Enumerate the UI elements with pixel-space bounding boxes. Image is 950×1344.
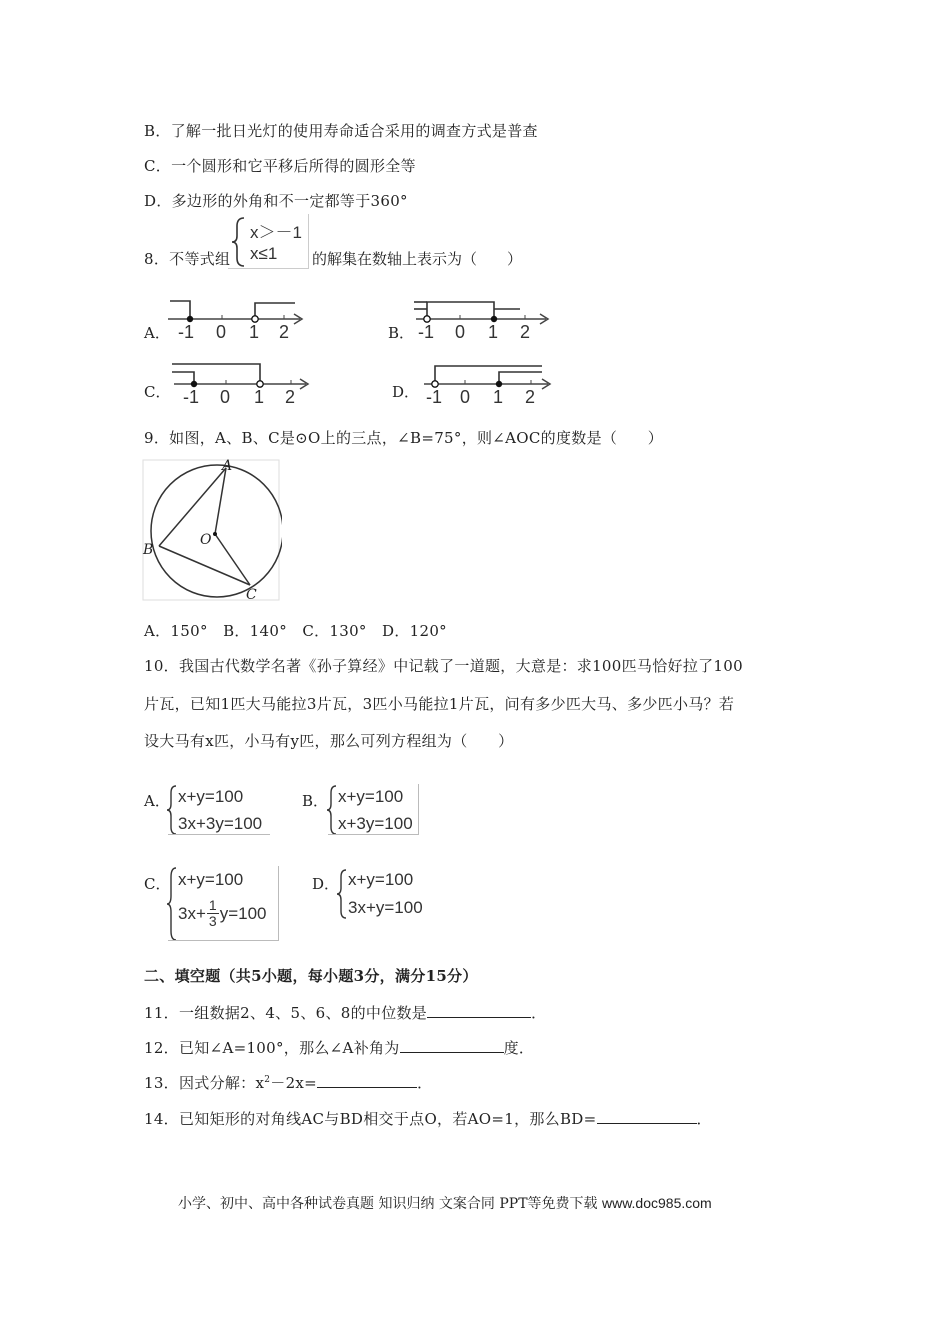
q8-option-d-label: D．	[392, 383, 420, 401]
q8-option-c-label: C．	[144, 383, 171, 401]
q10-b-eq2: x+3y=100	[338, 814, 413, 833]
q10-b-box	[328, 784, 419, 835]
q10-a-box	[168, 784, 270, 835]
tick-label: 2	[525, 387, 536, 406]
tick-label: 1	[254, 387, 265, 406]
point-b-label: B	[143, 542, 154, 558]
q11-text: 11．一组数据2、4、5、6、8的中位数是	[144, 1004, 428, 1022]
q10-d-eq1: x+y=100	[348, 870, 414, 889]
tick-label: 0	[455, 322, 466, 342]
q8-inequality-1: x＞－1	[250, 223, 302, 242]
q11-end: ．	[531, 1004, 547, 1022]
footer-link[interactable]: www.doc985.com	[601, 1195, 712, 1211]
q9-options: A．150° B．140° C．130° D．120°	[144, 622, 447, 640]
q10-b-eq1: x+y=100	[338, 787, 404, 806]
tick-label: 2	[285, 387, 296, 406]
q12	[144, 1037, 534, 1058]
q8-option-b-label: B．	[388, 324, 415, 342]
q13-rest: －2x=	[270, 1074, 318, 1092]
q10-option-b-label: B．	[302, 792, 329, 810]
section-2-heading: 二、填空题（共5小题，每小题3分，满分15分）	[144, 967, 478, 985]
tick-label: 0	[220, 387, 231, 406]
q10-line-3: 设大马有x匹，小马有y匹，那么可列方程组为（ ）	[144, 732, 514, 750]
tick-label: 2	[279, 322, 290, 342]
tick-label: -1	[178, 322, 195, 342]
page-footer	[178, 1193, 712, 1213]
q12-end: 度．	[503, 1039, 535, 1057]
q13-answer-blank[interactable]	[317, 1073, 417, 1088]
q8-prefix: 8．不等式组	[144, 250, 231, 268]
q14-answer-blank[interactable]	[597, 1109, 697, 1124]
fraction-denominator: 3	[208, 913, 217, 929]
tick-label: -1	[426, 387, 443, 406]
q13-end: ．	[417, 1074, 433, 1092]
q9-circle-figure	[142, 458, 282, 604]
q8-inequality-2: x≤1	[250, 244, 278, 263]
q8-option-a-label: A．	[144, 324, 170, 342]
q8-number-line-a	[160, 296, 310, 342]
q10-c-box	[168, 866, 279, 941]
q14-end: ．	[696, 1110, 712, 1128]
q10-c-eq2-pre: 3x+	[178, 903, 206, 923]
q7-option-b: B．了解一批日光灯的使用寿命适合采用的调查方式是普查	[144, 122, 538, 140]
q14	[144, 1108, 712, 1129]
q9-stem: 9．如图，A、B、C是⊙O上的三点，∠B=75°，则∠AOC的度数是（ ）	[144, 429, 664, 447]
q10-line-2: 片瓦，已知1匹大马能拉3片瓦，3匹小马能拉1片瓦，问有多少匹大马、多少匹小马？若	[144, 695, 735, 713]
q13-text: 13．因式分解：x	[144, 1074, 265, 1092]
tick-label: 0	[460, 387, 471, 406]
q12-answer-blank[interactable]	[400, 1038, 504, 1053]
q10-option-d-label: D．	[312, 875, 340, 893]
q10-c-eq1: x+y=100	[178, 870, 244, 889]
brace-icon	[335, 868, 349, 920]
tick-label: 2	[520, 322, 531, 342]
point-c-label: C	[246, 587, 257, 603]
q8-suffix: 的解集在数轴上表示为（ ）	[312, 250, 523, 268]
q8-brace	[230, 216, 248, 268]
q10-line-1: 10．我国古代数学名著《孙子算经》中记载了一道题，大意是：求100匹马恰好拉了100	[144, 657, 743, 675]
fraction-numerator: 1	[208, 897, 217, 913]
tick-label: 1	[488, 322, 499, 342]
q10-d-eq2: 3x+y=100	[348, 898, 423, 917]
tick-label: -1	[418, 322, 435, 342]
footer-text: 小学、初中、高中各种试卷真题 知识归纳 文案合同 PPT等免费下载	[178, 1196, 598, 1212]
q11-answer-blank[interactable]	[427, 1003, 531, 1018]
q13	[144, 1072, 432, 1093]
q8-number-line-b	[408, 296, 558, 342]
q11	[144, 1002, 546, 1023]
tick-label: 1	[249, 322, 260, 342]
tick-label: -1	[183, 387, 200, 406]
point-a-label: A	[222, 458, 233, 474]
q10-option-c-label: C．	[144, 875, 171, 893]
q14-text: 14．已知矩形的对角线AC与BD相交于点O，若AO=1，那么BD=	[144, 1110, 597, 1128]
q7-option-d: D．多边形的外角和不一定都等于360°	[144, 192, 408, 210]
point-o-label: O	[200, 532, 212, 548]
q10-a-eq1: x+y=100	[178, 787, 244, 806]
q10-a-eq2: 3x+3y=100	[178, 814, 263, 833]
q10-option-a-label: A．	[144, 792, 170, 810]
q8-number-line-c	[166, 358, 316, 406]
tick-label: 0	[216, 322, 227, 342]
q8-number-line-d	[418, 358, 568, 406]
q10-c-eq2-post: y=100	[219, 903, 267, 923]
q13-exponent: 2	[264, 1075, 271, 1085]
q12-text: 12．已知∠A=100°，那么∠A补角为	[144, 1039, 400, 1057]
q7-option-c: C．一个圆形和它平移后所得的圆形全等	[144, 157, 416, 175]
tick-label: 1	[493, 387, 504, 406]
